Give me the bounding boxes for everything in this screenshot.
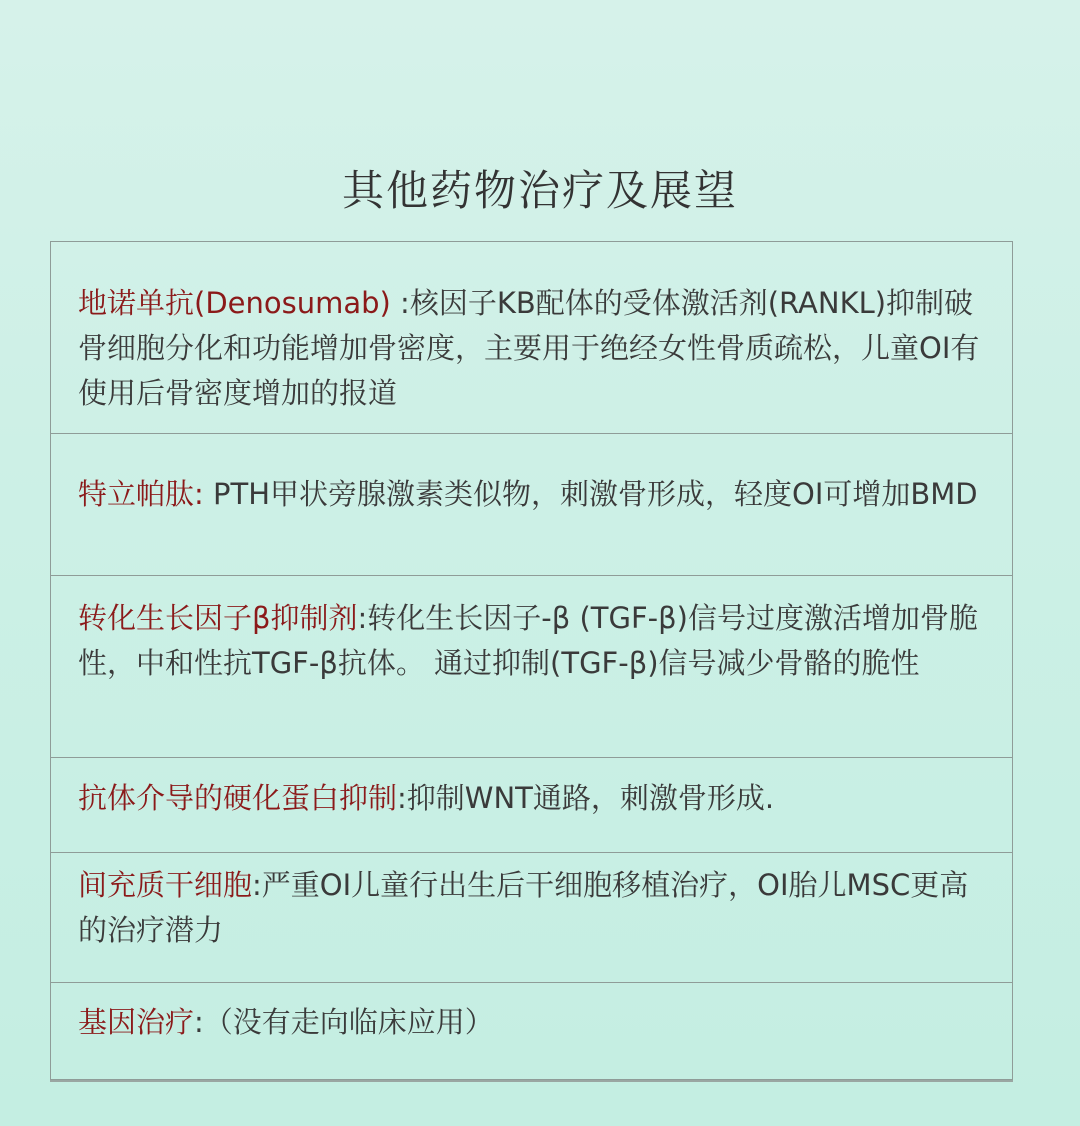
table-row (51, 242, 1012, 434)
treatment-table (50, 241, 1013, 1080)
table-row (51, 983, 1012, 1079)
row-term: 地诺单抗(Denosumab) (78, 286, 391, 320)
row-term: 间充质干细胞 (78, 868, 253, 902)
row-description: :（没有走向临床应用） (194, 1005, 494, 1039)
row-term: 特立帕肽: (78, 477, 204, 511)
row-description: :核因子KB配体的受体激活剂(RANKL)抑制破骨细胞分化和功能增加骨密度，主要用于绝经女性骨质疏松，儿童OI有使用后骨密度增加的报道 (78, 286, 980, 410)
row-description: :严重OI儿童行出生后干细胞移植治疗，OI胎儿MSC更高的治疗潜力 (78, 868, 969, 947)
table-row (51, 576, 1012, 758)
table-row (51, 853, 1012, 983)
row-description: PTH甲状旁腺激素类似物，刺激骨形成，轻度OI可增加BMD (203, 477, 978, 511)
page-title: 其他药物治疗及展望 (341, 166, 738, 215)
table-row (51, 758, 1012, 853)
table-row (51, 434, 1012, 576)
row-description: :抑制WNT通路，刺激骨形成. (397, 781, 775, 815)
row-description: :转化生长因子-β (TGF-β)信号过度激活增加骨脆性，中和性抗TGF-β抗体。 通过抑制(TGF-β)信号减少骨骼的脆性 (78, 601, 978, 680)
row-term: 抗体介导的硬化蛋白抑制 (78, 781, 398, 815)
row-term: 转化生长因子β抑制剂 (78, 601, 358, 635)
row-term: 基因治疗 (78, 1005, 195, 1039)
